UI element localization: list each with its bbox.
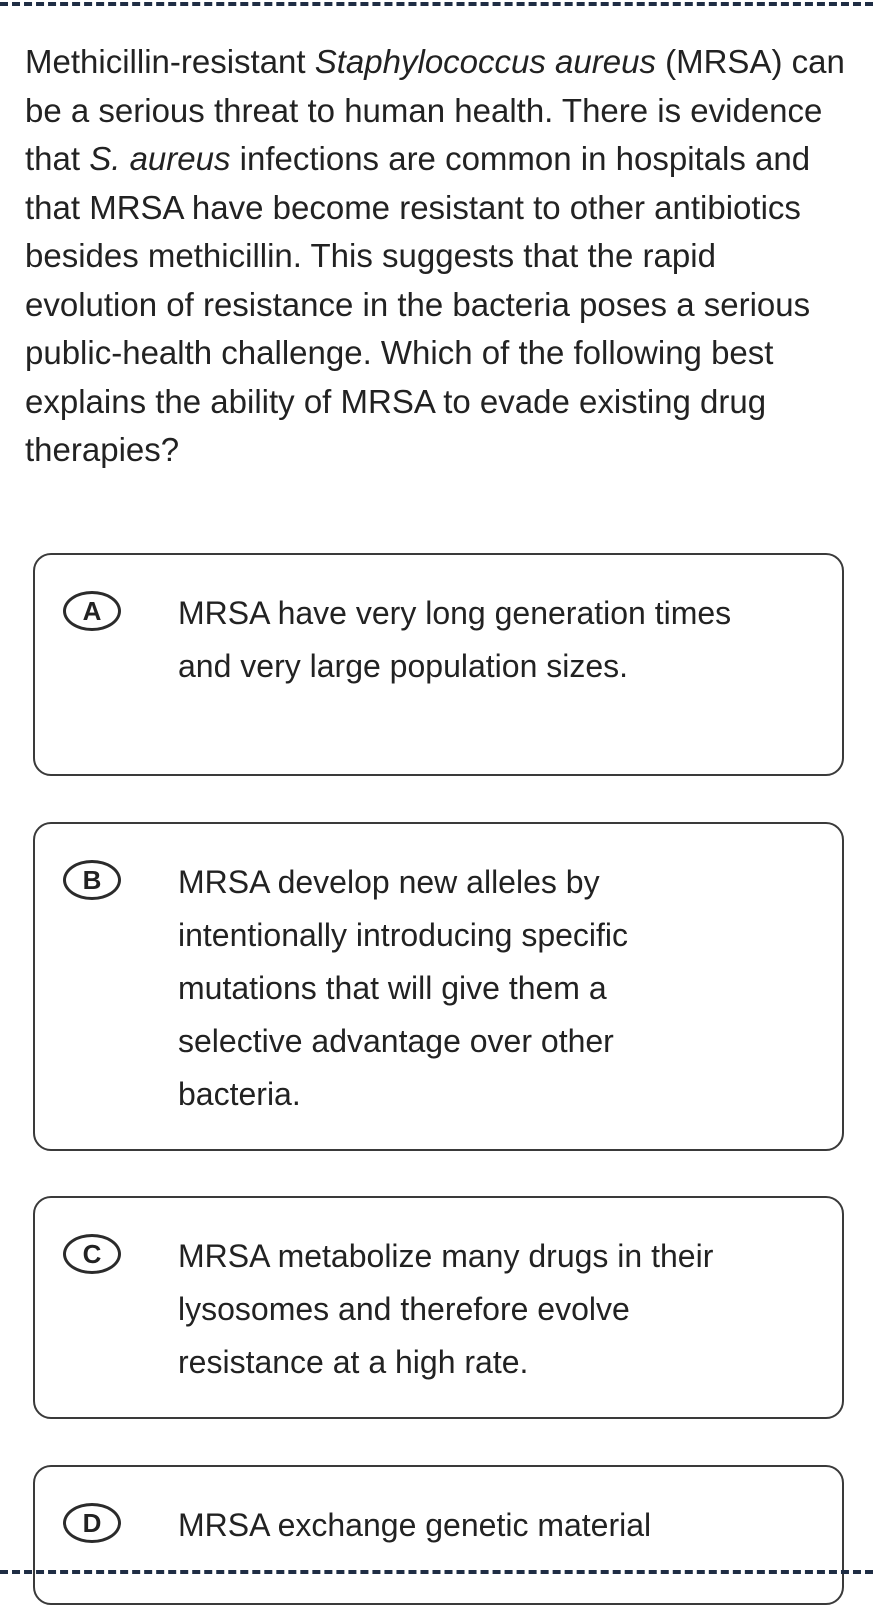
answer-choice-c[interactable] bbox=[33, 1196, 844, 1419]
answer-choice-a[interactable] bbox=[33, 553, 844, 776]
top-dashed-divider bbox=[0, 2, 873, 6]
bottom-dashed-divider bbox=[0, 1570, 873, 1574]
choice-text-c: MRSA metabolize many drugs in their lysosomes and therefore evolve resistance at a high rate. bbox=[178, 1238, 714, 1380]
answer-choice-b[interactable] bbox=[33, 822, 844, 1151]
choice-letter-badge-b: B bbox=[63, 860, 121, 900]
species-abbrev-italic: S. aureus bbox=[89, 140, 231, 177]
choice-letter-badge-a: A bbox=[63, 591, 121, 631]
question-text bbox=[25, 38, 855, 475]
question-part: (MRSA) can be a serious threat to human health. There is evidence that bbox=[25, 43, 845, 177]
question-part: Methicillin-resistant bbox=[25, 43, 315, 80]
choice-text-a: MRSA have very long generation times and very large population sizes. bbox=[178, 595, 732, 684]
answer-choice-d[interactable] bbox=[33, 1465, 844, 1605]
choice-letter-badge-c: C bbox=[63, 1234, 121, 1274]
choice-text-d: MRSA exchange genetic material bbox=[178, 1507, 652, 1543]
question-part: infections are common in hospitals and that MRSA have become resistant to other antibiotics besides methicillin. This suggests that the rapid evolution of resistance in the bacteria poses a serious public-health challenge. Which of the following best explains the ability of MRSA to evade existing drug therapies? bbox=[25, 140, 811, 468]
choice-text-b: MRSA develop new alleles by intentionally introducing specific mutations that will give them a selective advantage over other bacteria. bbox=[178, 864, 629, 1112]
choice-letter-badge-d: D bbox=[63, 1503, 121, 1543]
species-name-italic: Staphylococcus aureus bbox=[314, 43, 656, 80]
